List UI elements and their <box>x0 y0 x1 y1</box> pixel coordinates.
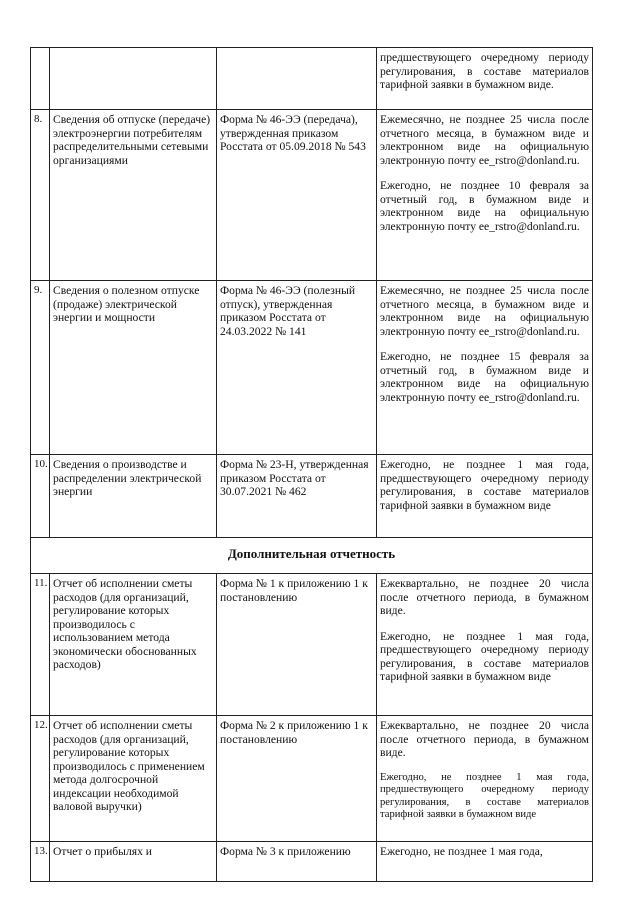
table-row <box>31 574 593 716</box>
report-name: Отчет об исполнении сметы расходов (для организаций, регулирование которых производилось с применением метода долгосрочной индексации необходимой валовой выручки) <box>50 716 217 842</box>
row-number: 13. <box>31 842 50 882</box>
deadline-text: Ежегодно, не позднее 1 мая года, предшествующего очередному периоду регулирования, в составе материалов тарифной заявки в бумажном виде <box>380 771 589 820</box>
section-header-row <box>31 538 593 574</box>
report-deadline <box>377 281 593 455</box>
report-name: Сведения о производстве и распределении электрической энергии <box>50 455 217 538</box>
row-number <box>31 48 50 110</box>
table-row <box>31 281 593 455</box>
reporting-table <box>30 47 593 882</box>
report-form <box>217 48 377 110</box>
report-name: Сведения об отпуске (передаче) электроэнергии потребителям распределительными сетевыми организациями <box>50 110 217 281</box>
report-name: Отчет об исполнении сметы расходов (для организаций, регулирование которых производилось с использованием метода экономически обоснованных расходов) <box>50 574 217 716</box>
report-name: Отчет о прибылях и <box>50 842 217 882</box>
report-form: Форма № 3 к приложению <box>217 842 377 882</box>
report-form: Форма № 46-ЭЭ (полезный отпуск), утвержденная приказом Росстата от 24.03.2022 № 141 <box>217 281 377 455</box>
report-deadline <box>377 48 593 110</box>
table-row <box>31 48 593 110</box>
report-form: Форма № 23-Н, утвержденная приказом Росстата от 30.07.2021 № 462 <box>217 455 377 538</box>
deadline-text: Ежегодно, не позднее 15 февраля за отчетный год, в бумажном виде и электронном виде на официальную электронную почту ee_rstro@donland.ru. <box>380 350 589 404</box>
report-name: Сведения о полезном отпуске (продаже) электрической энергии и мощности <box>50 281 217 455</box>
deadline-text: Ежемесячно, не позднее 25 числа после отчетного месяца, в бумажном виде и электронном виде на официальную электронную почту ee_rstro@donland.ru. <box>380 113 589 167</box>
row-number: 8. <box>31 110 50 281</box>
section-title: Дополнительная отчетность <box>31 538 593 574</box>
report-deadline <box>377 455 593 538</box>
table-row <box>31 110 593 281</box>
deadline-text: Ежегодно, не позднее 1 мая года, предшествующего очередному периоду регулирования, в составе материалов тарифной заявки в бумажном виде <box>380 629 589 683</box>
deadline-text: Ежегодно, не позднее 10 февраля за отчетный год, в бумажном виде и электронном виде на официальную электронную почту ee_rstro@donland.ru. <box>380 179 589 233</box>
deadline-text: Ежеквартально, не позднее 20 числа после отчетного периода, в бумажном виде. <box>380 577 589 617</box>
row-number: 10. <box>31 455 50 538</box>
report-form: Форма № 2 к приложению 1 к постановлению <box>217 716 377 842</box>
deadline-text: Ежегодно, не позднее 1 мая года, предшествующего очередному периоду регулирования, в составе материалов тарифной заявки в бумажном виде <box>380 458 589 512</box>
report-form: Форма № 46-ЭЭ (передача), утвержденная приказом Росстата от 05.09.2018 № 543 <box>217 110 377 281</box>
row-number: 12. <box>31 716 50 842</box>
row-number: 9. <box>31 281 50 455</box>
report-deadline <box>377 842 593 882</box>
report-form: Форма № 1 к приложению 1 к постановлению <box>217 574 377 716</box>
report-deadline <box>377 716 593 842</box>
deadline-text: Ежегодно, не позднее 1 мая года, <box>380 845 543 858</box>
report-deadline <box>377 110 593 281</box>
table-row <box>31 716 593 842</box>
deadline-text: предшествующего очередному периоду регулирования, в составе материалов тарифной заявки в бумажном виде. <box>380 51 589 91</box>
table-row <box>31 842 593 882</box>
table-row <box>31 455 593 538</box>
deadline-text: Ежеквартально, не позднее 20 числа после отчетного периода, в бумажном виде. <box>380 719 589 759</box>
deadline-text: Ежемесячно, не позднее 25 числа после отчетного месяца, в бумажном виде и электронном виде на официальную электронную почту ee_rstro@donland.ru. <box>380 284 589 338</box>
row-number: 11. <box>31 574 50 716</box>
report-name <box>50 48 217 110</box>
report-deadline <box>377 574 593 716</box>
